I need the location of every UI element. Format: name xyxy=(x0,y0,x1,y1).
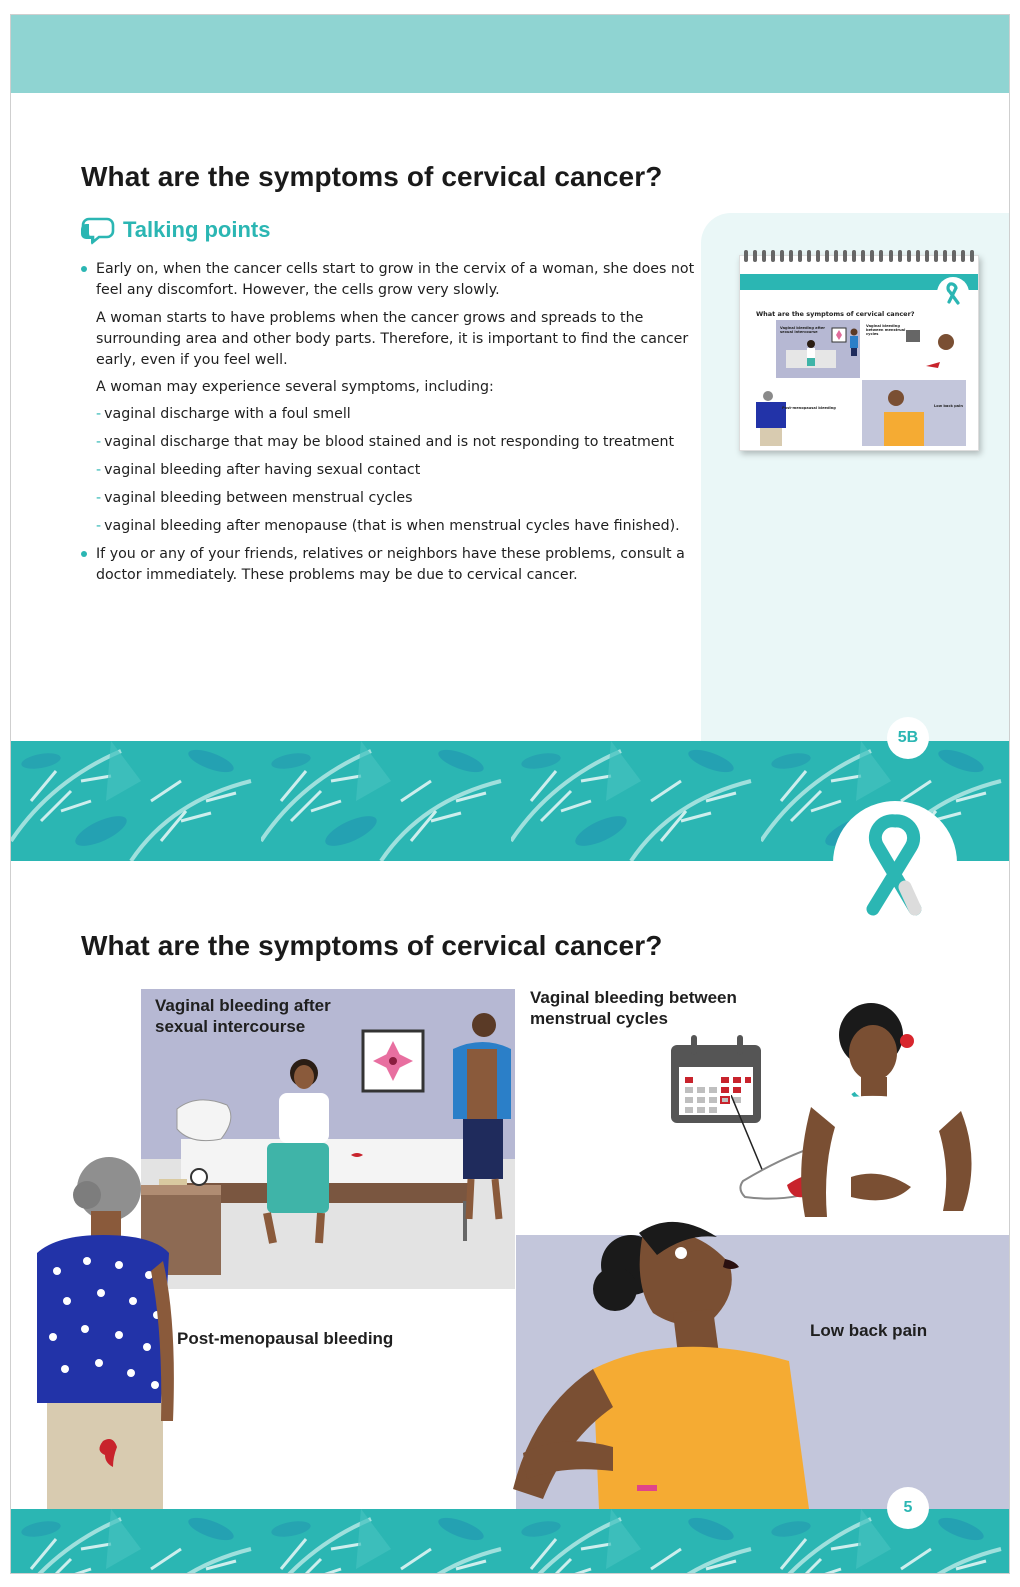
thumbnail-label: Post-menopausal bleeding xyxy=(782,406,836,410)
symptom-item: - vaginal bleeding after having sexual contact xyxy=(96,462,421,478)
page-number-badge: 5B xyxy=(887,717,929,759)
caption-post-menopausal: Post-menopausal bleeding xyxy=(177,1329,394,1348)
talking-points-list xyxy=(81,259,701,593)
talking-points-header xyxy=(79,215,270,245)
bullet-point: If you or any of your friends, relatives or neighbors have these problems, consult a doctor immediately. These problems may be due to cervical cancer. xyxy=(81,544,701,586)
thumbnail-title: What are the symptoms of cervical cancer? xyxy=(756,310,915,318)
bullet-point: Early on, when the cancer cells start to grow in the cervix of a woman, she does not feel any discomfort. However, the cells grow very slowly. xyxy=(81,259,701,301)
symptom-item: - vaginal bleeding between menstrual cycles xyxy=(96,490,413,506)
caption-sexual-intercourse: Vaginal bleeding after sexual intercourse xyxy=(155,996,331,1036)
spiral-binding xyxy=(744,250,974,262)
thumbnail-label: Low back pain xyxy=(934,404,963,408)
talking-points-label: Talking points xyxy=(123,217,271,242)
awareness-ribbon-icon xyxy=(936,276,970,310)
paragraph: A woman may experience several symptoms, including: xyxy=(96,379,494,395)
thumbnail-illustration xyxy=(756,320,966,446)
page-title: What are the symptoms of cervical cancer? xyxy=(81,930,663,961)
leaf-pattern xyxy=(11,1509,1009,1574)
caption-menstrual-cycles: Vaginal bleeding between menstrual cycles xyxy=(530,988,737,1028)
woman-back-pain-illustration xyxy=(503,1193,813,1509)
header-band xyxy=(11,15,1009,93)
paragraph: A woman starts to have problems when the cancer grows and spreads to the surrounding area and other body parts. Therefore, it is important to find the cancer early, even if you feel well. xyxy=(96,310,689,368)
symptom-item: - vaginal discharge with a foul smell xyxy=(96,406,351,422)
thumbnail-label: Vaginal bleeding between menstrual cycles xyxy=(866,324,906,336)
woman-menstrual-illustration xyxy=(791,997,991,1247)
page-title: What are the symptoms of cervical cancer? xyxy=(81,161,663,192)
flipchart-thumbnail xyxy=(739,255,979,451)
caption-low-back-pain: Low back pain xyxy=(810,1321,928,1340)
decorative-pattern-band xyxy=(11,1509,1009,1574)
ribbon-badge xyxy=(833,801,957,925)
page-number-badge: 5 xyxy=(887,1487,929,1529)
symptom-item: - vaginal bleeding after menopause (that is when menstrual cycles have finished). xyxy=(96,518,680,534)
speech-bubbles-icon xyxy=(79,215,115,245)
page-frame xyxy=(10,14,1010,1574)
older-woman-illustration xyxy=(23,1141,183,1511)
awareness-ribbon-icon xyxy=(833,801,957,925)
thumbnail-label: Vaginal bleeding after sexual intercourse xyxy=(780,326,826,334)
symptom-item: - vaginal discharge that may be blood stained and is not responding to treatment xyxy=(96,434,675,450)
